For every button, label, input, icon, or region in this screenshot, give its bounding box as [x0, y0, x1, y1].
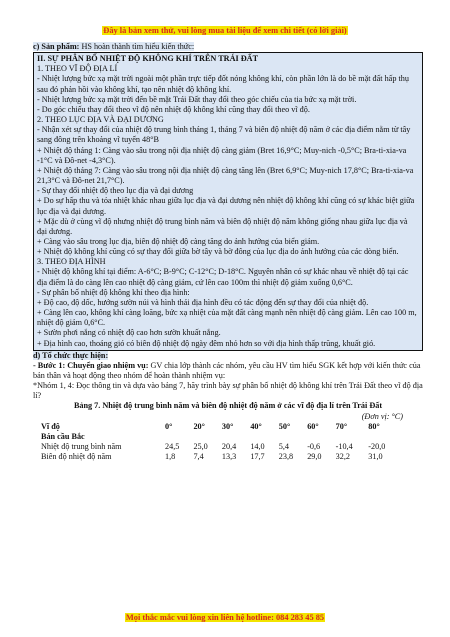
table-group-row [39, 432, 399, 442]
box-line: - Sự phân bố nhiệt độ không khí theo địa hình: [37, 287, 190, 297]
group-cell: Bán cầu Bắc [41, 431, 85, 441]
box-line: + Càng vào sâu trong lục địa, biên độ nhiệt độ càng tăng do ảnh hưởng của biển giảm. [37, 236, 320, 246]
box-line: + Sườn phơi nắng có nhiệt độ cao hơn sườn khuất nắng. [37, 328, 221, 338]
table-row [39, 452, 399, 462]
step-1-text: GV chia lớp thành các nhóm, yêu cầu HV tìm hiểu SGK kết hợp với kiến thức của bản thân và hoạt động theo nhóm để hoàn thành nhiệm vụ: [33, 360, 421, 380]
box-line: + Nhiệt độ tháng 7: Càng vào sâu trong nội địa nhiệt độ càng tăng lên (Bret 6,9°C; Muy-nich 17,8°C; Bra-ti-xia-va 21,3°C và Đô-net 21,7°C). [37, 165, 414, 186]
value-cell: 5,4 [278, 441, 289, 451]
preview-banner [0, 26, 450, 35]
value-cell: 32,2 [335, 451, 350, 461]
value-cell: 23,8 [278, 451, 294, 461]
header-cell: 40° [250, 421, 262, 431]
box-line: - Sự thay đổi nhiệt độ theo lục địa và đại dương [37, 186, 194, 196]
header-cell: 60° [307, 421, 319, 431]
box-line: - Nhiệt lượng bức xạ mặt trời đến bề mặt Trái Đất thay đổi theo góc chiếu của tia bức xạ mặt trời. [37, 94, 357, 104]
box-line: - Do góc chiếu thay đổi theo vĩ độ nên nhiệt độ không khí cũng thay đổi theo vĩ độ. [37, 104, 310, 114]
table-caption: Bảng 7. Nhiệt độ trung bình năm và biên độ nhiệt độ năm ở các vĩ độ địa lí trên Trái Đất [73, 401, 383, 411]
value-cell: 17,7 [250, 451, 265, 461]
box-line: - Nhận xét sự thay đổi của nhiệt độ trung bình tháng 1, tháng 7 và biên độ nhiệt độ năm ở các địa điểm nằm từ tây sang đông trên khoảng vĩ tuyến 48°B [37, 125, 411, 145]
header-cell: 0° [165, 421, 173, 431]
section-d-label: d) Tổ chức thực hiện: [33, 350, 109, 360]
header-label-cell: Vĩ độ [41, 421, 60, 431]
value-cell: 1,8 [165, 451, 176, 461]
box-line: 2. THEO LỤC ĐỊA VÀ ĐẠI DƯƠNG [37, 115, 164, 125]
value-cell: 14,0 [250, 441, 265, 451]
box-line: + Nhiệt độ tháng 1: Càng vào sâu trong nội địa nhiệt độ càng giảm (Bret 16,9°C; Muy-nich -0,5°C; Bra-ti-xia-va -1°C và Đô-net -4,3°C). [37, 145, 407, 165]
box-line: - Nhiệt lượng bức xạ mặt trời ngoài một phần trực tiếp đốt nóng không khí, còn phần lớn là do bề mặt đất hấp thụ sau đó phản hồi vào không khí, tạo nên nhiệt độ không khí. [37, 74, 409, 94]
value-cell: 29,0 [307, 451, 322, 461]
value-cell: 31,0 [368, 451, 383, 461]
table-header-row [39, 422, 399, 432]
value-cell: -20,0 [368, 441, 386, 451]
box-heading: II. SỰ PHÂN BỐ NHIỆT ĐỘ KHÔNG KHÍ TRÊN TRÁI ĐẤT [37, 54, 259, 64]
header-cell: 80° [368, 421, 380, 431]
value-cell: 20,4 [221, 441, 237, 451]
box-line: 1. THEO VĨ ĐỘ ĐỊA LÍ [37, 64, 118, 74]
box-line: + Độ cao, độ dốc, hướng sườn núi và hình thái địa hình đều có tác động đến sự thay đổi của nhiệt độ. [37, 297, 369, 307]
document-body [33, 42, 423, 462]
task-nhom-1-4: *Nhóm 1, 4: Đọc thông tin và dựa vào bảng 7, hãy trình bày sự phân bố nhiệt độ không khí trên Trái Đất theo vĩ độ địa lí? [33, 381, 423, 401]
box-line: - Nhiệt độ không khí tại điểm: A-6°C; B-9°C; C-12°C; D-18°C. Nguyên nhân có sự khác nhau về nhiệt độ tại các địa điểm là do càng lên cao nhiệt độ càng giảm, cứ lên cao 100m thì nhiệt độ giảm xuống 0,6°C. [37, 267, 409, 287]
box-line: 3. THEO ĐỊA HÌNH [37, 257, 106, 267]
value-cell: -10,4 [335, 441, 353, 451]
step-1-label: - Bước 1: Chuyển giao nhiệm vụ: [33, 360, 149, 370]
section-c-line [33, 42, 423, 52]
header-cell: 30° [221, 421, 234, 431]
box-line: + Mặc dù ở cùng vĩ độ nhưng nhiệt độ trung bình năm và biên độ nhiệt độ năm không giống nhau giữa lục địa và đại dương. [37, 216, 408, 236]
row-label-cell: Nhiệt độ trung bình năm [41, 441, 122, 451]
table-7 [39, 422, 399, 462]
box-line: + Địa hình cao, thoáng gió có biên độ nhiệt độ ngày đêm nhỏ hơn so với địa hình thấp trũng, khuất gió. [37, 338, 376, 348]
hotline-banner [0, 613, 450, 622]
header-cell: 70° [335, 421, 348, 431]
value-cell: -0,6 [307, 441, 321, 451]
hotline-banner-text: Mọi thắc mắc vui lòng xin liên hệ hotline: 084 283 45 85 [125, 613, 325, 622]
value-cell: 24,5 [165, 441, 180, 451]
value-cell: 7,4 [193, 451, 204, 461]
content-box [33, 52, 423, 351]
table-unit: (Đơn vị: °C) [361, 411, 403, 421]
value-cell: 25,0 [193, 441, 208, 451]
value-cell: 13,3 [221, 451, 237, 461]
box-line: + Nhiệt độ không khí cũng có sự thay đổi giữa bờ tây và bờ đông của lục địa do ảnh hưởng của các dòng biển. [37, 247, 399, 257]
box-line: + Càng lên cao, không khí càng loãng, bức xạ nhiệt của mặt đất càng mạnh nên nhiệt độ càng giảm. Lên cao 100 m, nhiệt độ giảm 0,6°C. [37, 308, 417, 328]
preview-banner-text: Đây là bản xem thử, vui lòng mua tài liệu để xem chi tiết (có lời giải) [103, 26, 347, 35]
box-line: + Do sự hấp thu và tỏa nhiệt khác nhau giữa lục địa và đại dương nên nhiệt độ không khí cũng có sự khác biệt giữa lục địa và đại dương. [37, 196, 415, 216]
section-c-label: c) Sản phẩm: [33, 42, 80, 51]
step-1 [33, 361, 423, 381]
table-row [39, 442, 399, 452]
header-cell: 20° [193, 421, 205, 431]
section-c-text: HS hoàn thành tìm hiểu kiến thức: [79, 42, 195, 51]
section-d-label-line [33, 351, 423, 361]
header-cell: 50° [278, 421, 291, 431]
row-label-cell: Biên độ nhiệt độ năm [41, 451, 112, 461]
